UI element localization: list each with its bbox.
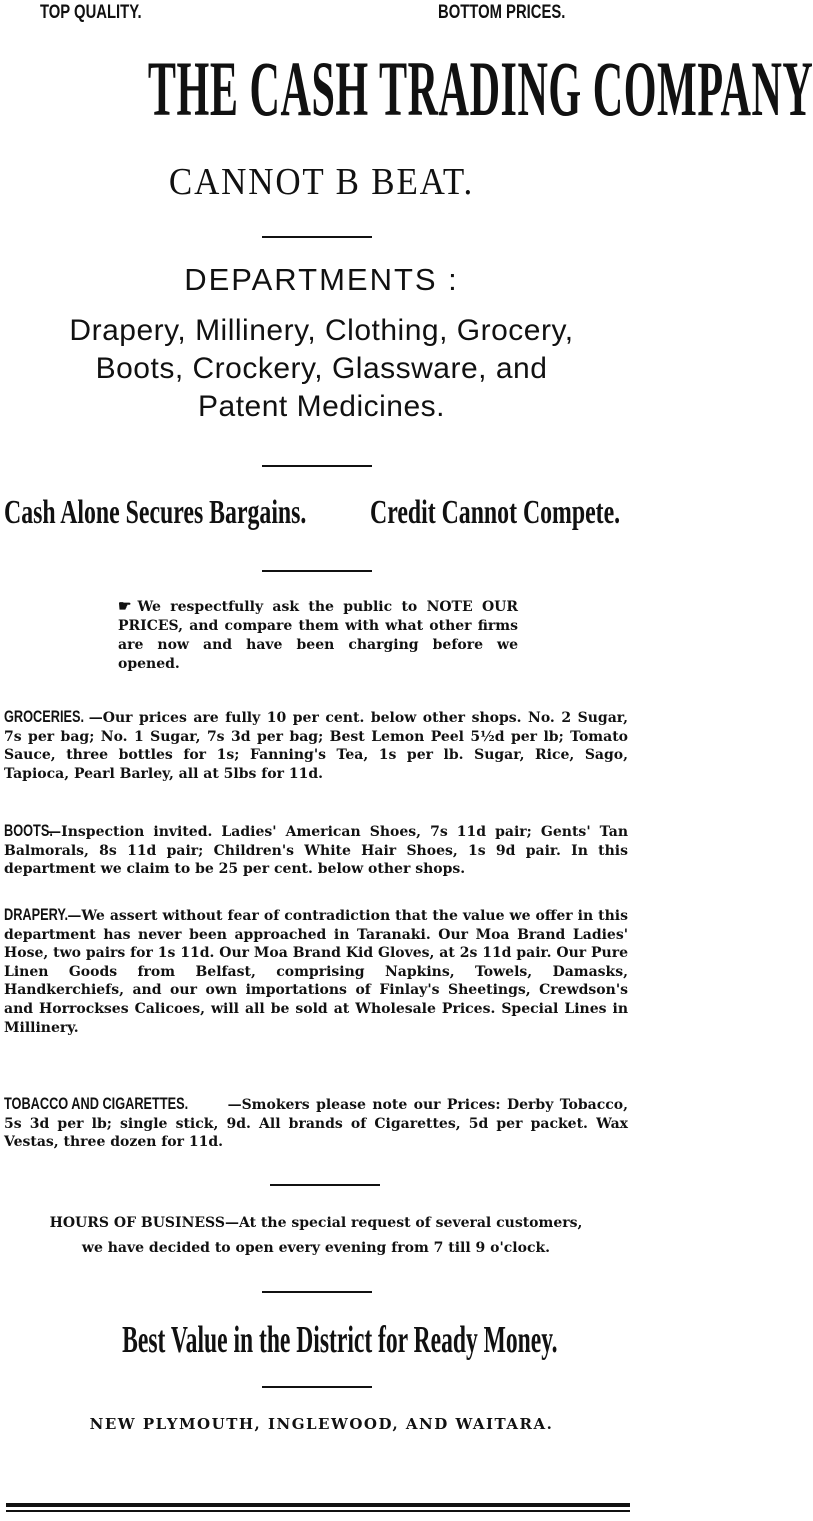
hours-line-2: we have decided to open every evening from 7 till 9 o'clock. [81,1240,551,1256]
drapery-section [4,906,628,1037]
tobacco-text: —Smokers please note our Prices: Derby Tobacco, 5s 3d per lb; single stick, 9d. All brands of Cigarettes, 5d per packet. Wax Vestas, three dozen for 11d. [4,1097,628,1151]
groceries-text: —Our prices are fully 10 per cent. below other shops. No. 2 Sugar, 7s per bag; No. 1 Sugar, 7s 3d per bag; Best Lemon Peel 5½d per lb; Tomato Sauce, three bottles for 1s; Fanning's Tea, 1s per lb. Sugar, Rice, Sago, Tapioca, Pearl Barley, all at 5lbs for 11d. [4,710,628,782]
towns-line: NEW PLYMOUTH, INGLEWOOD, AND WAITARA. [89,1415,554,1433]
departments-heading: DEPARTMENTS : [184,262,459,297]
bottom-rule-thick [6,1503,630,1507]
groceries-section [4,708,628,783]
slogan-cash: Cash Alone Secures Bargains. [4,494,307,531]
divider-2 [262,465,372,467]
tobacco-section [4,1095,628,1152]
divider-6 [262,1386,372,1388]
departments-list [0,312,643,426]
divider-5 [262,1291,372,1293]
notice-paragraph [118,597,518,674]
divider-1 [262,236,372,238]
business-hours [4,1211,628,1261]
boots-section [4,822,628,879]
drapery-label: DRAPERY. [4,905,69,924]
drapery-text: —We assert without fear of contradiction that the value we offer in this department has never been approached in Taranaki. Our Moa Brand Ladies' Hose, two pairs for 1s 11d. Our Moa Brand Kid Gloves, at 2s 11d pair. Our Pure Linen Goods from Belfast, comprising Napkins, Towels, Damasks, Handkerchiefs, and our own importations of Finlay's Sheetings, Crewdson's and Horrockses Calicoes, will all be sold at Wholesale Prices. Special Lines in Millinery. [4,908,628,1036]
notice-text: We respectfully ask the public to NOTE OUR PRICES, and compare them with what other firms are now and have been charging before we opened. [118,599,518,672]
groceries-label: GROCERIES. [4,707,85,726]
slogan-credit: Credit Cannot Compete. [370,494,621,531]
tagline: CANNOT B BEAT. [168,161,475,203]
tobacco-label: TOBACCO AND CIGARETTES. [4,1094,189,1113]
pointing-hand-icon: ☛ [118,597,132,615]
boots-text: —Inspection invited. Ladies' American Shoes, 7s 11d pair; Gents' Tan Balmorals, 8s 11d pair; Children's White Hair Shoes, 1s 9d pair. In this department we claim to be 25 per cent. below other shops. [4,824,628,878]
company-name: THE CASH TRADING COMPANY [147,45,813,132]
departments-line-3: Patent Medicines. [198,390,445,423]
best-value-slogan: Best Value in the District for Ready Money. [122,1319,558,1361]
bottom-prices-tag: BOTTOM PRICES. [438,2,566,23]
boots-label: BOOTS. [4,821,53,840]
divider-4 [270,1184,380,1186]
departments-line-2: Boots, Crockery, Glassware, and [95,352,548,385]
hours-line-1: HOURS OF BUSINESS—At the special request of several customers, [49,1215,583,1231]
departments-line-1: Drapery, Millinery, Clothing, Grocery, [69,314,574,347]
divider-3 [262,570,372,572]
top-quality-tag: TOP QUALITY. [40,2,142,23]
bottom-rule-thin [6,1510,630,1512]
